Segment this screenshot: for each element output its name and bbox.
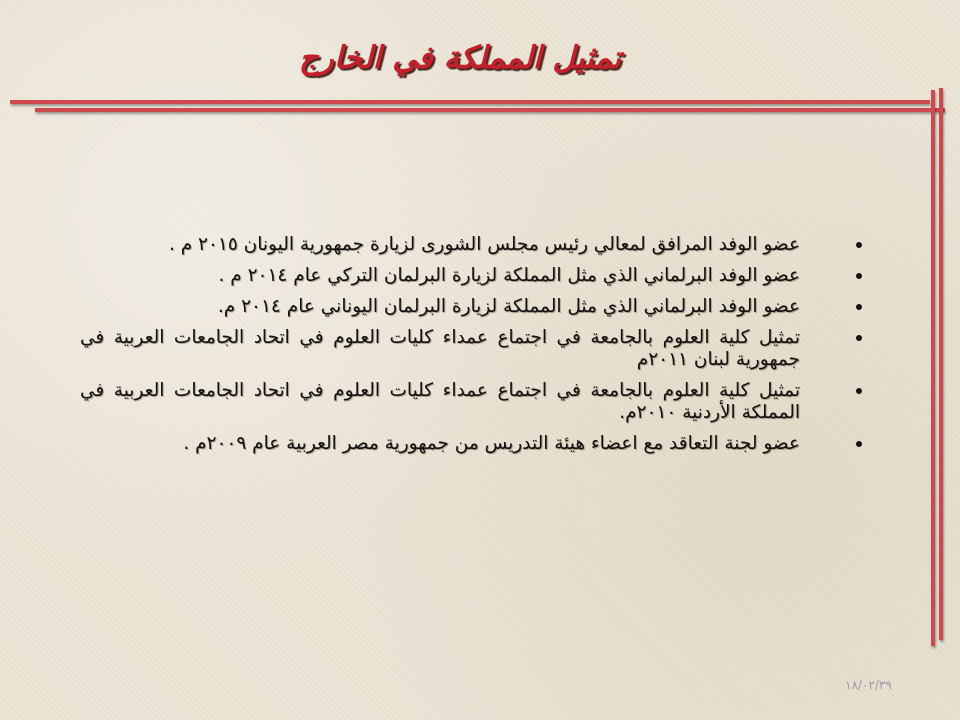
side-rule-outer <box>939 88 943 640</box>
bullet-icon <box>856 388 862 394</box>
top-rule-outer <box>10 100 930 104</box>
bullet-text: تمثيل كلية العلوم بالجامعة في اجتماع عمداء كليات العلوم في اتحاد الجامعات العربية في المملكة الأردنية ٢٠١٠م. <box>80 380 800 423</box>
slide-date: ١٨/٠٢/٣٩ <box>845 678 892 692</box>
slide-title: تمثيل المملكة في الخارج <box>298 40 622 76</box>
bullet-text: عضو الوفد المرافق لمعالي رئيس مجلس الشورى لزيارة جمهورية اليونان ٢٠١٥ م . <box>168 234 800 255</box>
bullet-text: عضو الوفد البرلماني الذي مثل المملكة لزيارة البرلمان اليوناني عام ٢٠١٤ م. <box>217 296 800 317</box>
bullet-item <box>80 327 870 371</box>
bullet-item <box>80 380 870 424</box>
bullet-icon <box>856 273 862 279</box>
bullet-list <box>80 234 870 464</box>
bullet-text: عضو الوفد البرلماني الذي مثل المملكة لزيارة البرلمان التركي عام ٢٠١٤ م . <box>218 265 800 286</box>
bullet-text: تمثيل كلية العلوم بالجامعة في اجتماع عمداء كليات العلوم في اتحاد الجامعات العربية في جمهورية لبنان ٢٠١١م <box>80 327 800 370</box>
bullet-item <box>80 265 870 287</box>
bullet-item <box>80 433 870 455</box>
bullet-item <box>80 234 870 256</box>
bullet-item <box>80 296 870 318</box>
bullet-text: عضو لجنة التعاقد مع اعضاء هيئة التدريس من جمهورية مصر العربية عام ٢٠٠٩م . <box>183 433 800 454</box>
side-rule-inner <box>931 90 935 646</box>
bullet-icon <box>856 242 862 248</box>
bullet-icon <box>856 441 862 447</box>
bullet-icon <box>856 304 862 310</box>
bullet-icon <box>856 335 862 341</box>
top-rule-inner <box>35 108 945 112</box>
